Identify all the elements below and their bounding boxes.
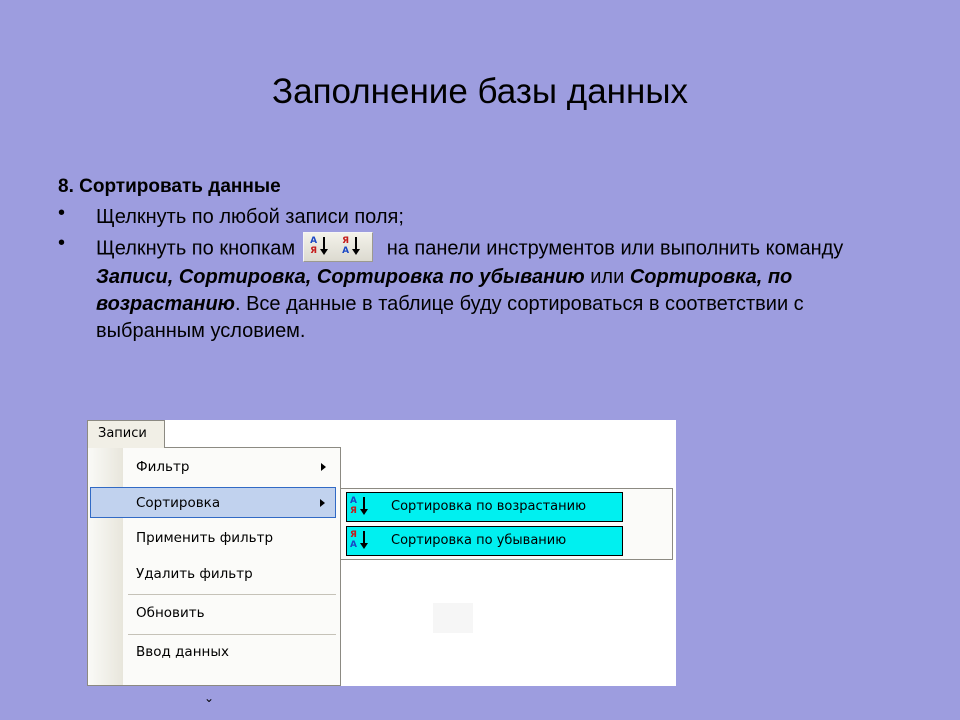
menu-item-sort[interactable] xyxy=(90,487,336,518)
menu-separator xyxy=(128,634,336,635)
background-artifact xyxy=(433,603,473,633)
submenu-item-sort-ascending[interactable] xyxy=(346,492,623,522)
bullet2-part4: . Все данные в таблице буду сортироваться в соответствии с выбранным условием. xyxy=(96,293,804,342)
menu-separator xyxy=(128,594,336,595)
bullet2-part3: или xyxy=(584,266,630,288)
menu-item-refresh[interactable] xyxy=(90,598,336,629)
bullet-text-1: Щелкнуть по любой записи поля; xyxy=(96,206,404,228)
bullet2-command2: Сортировка, по возрастанию xyxy=(96,266,793,315)
menu-item-apply-filter[interactable] xyxy=(90,523,336,554)
menu-bar xyxy=(87,420,676,447)
menu-item-remove-filter[interactable] xyxy=(90,559,336,590)
menu-records-label: Записи xyxy=(98,426,147,441)
menu-item-label: Ввод данных xyxy=(136,644,230,660)
menu-screenshot xyxy=(87,420,676,705)
slide-title: Заполнение базы данных xyxy=(272,72,688,111)
expand-menu-chevron-icon[interactable]: ⌄ xyxy=(204,691,215,705)
sort-submenu xyxy=(340,488,673,560)
sort-descending-icon: Я А xyxy=(348,530,374,552)
menu-records[interactable] xyxy=(87,420,165,448)
records-dropdown xyxy=(87,447,341,705)
submenu-arrow-icon xyxy=(320,499,325,507)
sort-ascending-icon: А Я xyxy=(308,236,334,258)
section-heading: 8. Сортировать данные xyxy=(58,176,281,197)
bullet-dot: • xyxy=(58,202,66,224)
bullet2-part1: Щелкнуть по кнопкам xyxy=(96,237,296,260)
sort-descending-icon: Я А xyxy=(340,236,366,258)
submenu-item-label: Сортировка по возрастанию xyxy=(391,499,587,514)
bullet-dot: • xyxy=(58,232,66,254)
menu-item-label: Обновить xyxy=(136,605,205,621)
bullet2-command1: Записи, Сортировка, Сортировка по убыванию xyxy=(96,266,585,288)
menu-item-data-entry[interactable] xyxy=(90,637,336,668)
menu-item-label: Сортировка xyxy=(136,495,221,511)
sort-toolbar-buttons xyxy=(303,232,373,262)
menu-item-label: Фильтр xyxy=(136,459,190,475)
submenu-item-label: Сортировка по убыванию xyxy=(391,533,567,548)
menu-item-filter[interactable] xyxy=(90,452,336,483)
bullet2-part2: на панели инструментов или выполнить команду xyxy=(381,237,844,260)
submenu-arrow-icon xyxy=(321,463,326,471)
menu-item-label: Удалить фильтр xyxy=(136,566,253,582)
submenu-item-sort-descending[interactable] xyxy=(346,526,623,556)
sort-ascending-icon: А Я xyxy=(348,496,374,518)
bullet-text-2 xyxy=(96,234,896,345)
menu-item-label: Применить фильтр xyxy=(136,530,274,546)
